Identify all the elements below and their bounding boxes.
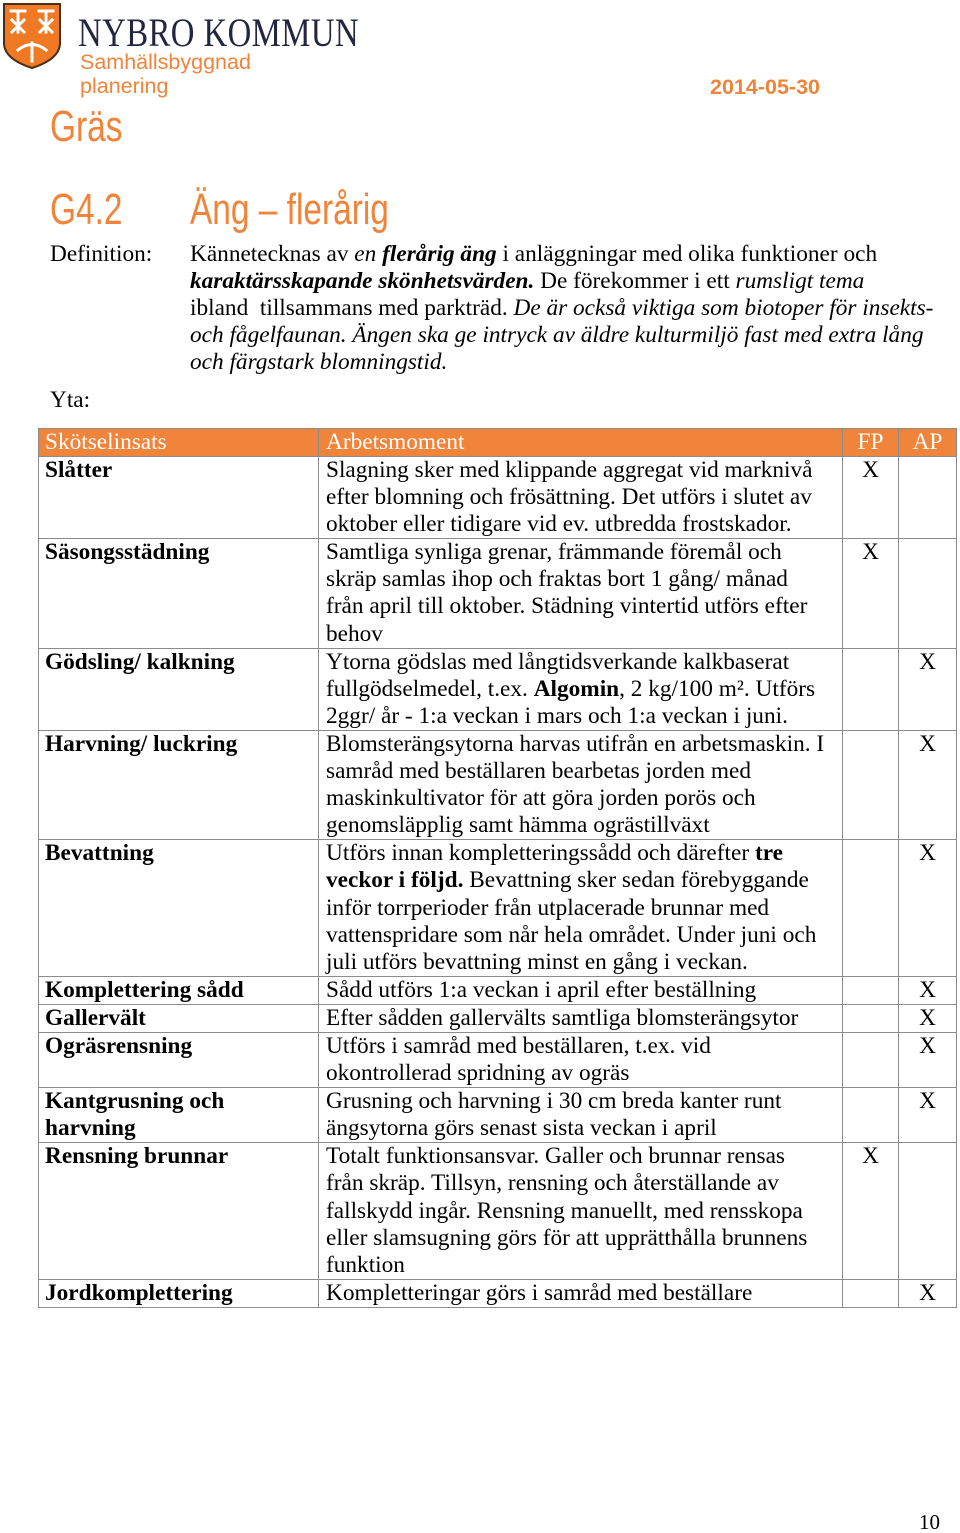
italic-text: en (354, 241, 383, 267)
description-line: Blomsterängsytorna harvas utifrån en arbetsmaskin. I (326, 730, 825, 757)
area-label: Yta: (50, 387, 91, 413)
definition-line (190, 241, 933, 268)
table-row (39, 730, 957, 839)
section-code: G4.2 (50, 185, 123, 234)
table-row (39, 1032, 957, 1087)
description-line: Ytorna gödslas med långtidsverkande kalkbaserat (326, 648, 790, 675)
category-heading: Gräs (50, 102, 123, 151)
task-name-cell: Rensning brunnar (39, 1143, 319, 1279)
table-row (39, 1143, 957, 1279)
bold-italic-text: karaktärsskapande skönhetsvärden. (190, 268, 535, 294)
bold-text: Algomin (533, 675, 620, 702)
plain-text: De förekommer i ett (534, 268, 736, 294)
description-line: ängsytorna görs senast sista veckan i april (326, 1115, 717, 1142)
plain-text: Kännetecknas av (190, 241, 355, 267)
table-row (39, 1004, 957, 1032)
definition-line (190, 295, 933, 322)
table-row (39, 1088, 957, 1143)
description-line: Kompletteringar görs i samråd med beställare (326, 1279, 753, 1306)
italic-text: och fågelfaunan. Ängen ska ge intryck av äldre kulturmiljö fast med extra lång (190, 322, 924, 348)
table-header (39, 429, 957, 457)
italic-text: och färgstark blomningstid. (190, 349, 448, 375)
bold-text: veckor i följd. (326, 867, 464, 894)
definition-label: Definition: (50, 241, 153, 267)
department-name-line-2: planering (80, 74, 169, 98)
description-line: skräp samlas ihop och fraktas bort 1 gång/ månad (326, 566, 788, 593)
task-description-cell (319, 730, 843, 839)
task-name-cell: Ogräsrensning (39, 1032, 319, 1087)
task-description-cell (319, 1004, 843, 1032)
coat-of-arms-icon (1, 1, 63, 71)
plain-text: , 2 kg/100 m². Utförs (619, 675, 816, 702)
table-row (39, 457, 957, 539)
table-row (39, 539, 957, 648)
fp-mark-cell (843, 840, 899, 976)
description-line (326, 867, 836, 894)
ap-mark-cell: X (899, 1004, 957, 1032)
municipality-name: NYBRO KOMMUN (78, 10, 360, 55)
maintenance-table (38, 428, 957, 1308)
fp-mark-cell (843, 648, 899, 730)
task-name-cell: Kantgrusning och harvning (39, 1088, 319, 1143)
description-line: efter blomning och frösättning. Det utförs i slutet av (326, 484, 812, 511)
italic-text: De är också viktiga som biotoper för insekts- (513, 295, 934, 321)
ap-mark-cell: X (899, 1088, 957, 1143)
definition-line (190, 322, 933, 349)
column-header-task: Skötselinsats (39, 429, 319, 457)
description-line: eller slamsugning görs för att upprätthålla brunnens (326, 1224, 808, 1251)
fp-mark-cell (843, 1279, 899, 1307)
description-line: maskinkultivator för att göra jorden porös och (326, 785, 756, 812)
description-line: behov (326, 620, 383, 647)
table-row (39, 648, 957, 730)
bold-italic-text: flerårig äng (382, 241, 497, 267)
fp-mark-cell (843, 1032, 899, 1087)
ap-mark-cell (899, 1143, 957, 1279)
definition-line (190, 349, 933, 376)
description-line: juli utförs bevattning minst en gång i veckan. (326, 948, 748, 975)
ap-mark-cell: X (899, 1032, 957, 1087)
description-line: från skräp. Tillsyn, rensning och återställande av (326, 1170, 779, 1197)
description-line: Totalt funktionsansvar. Galler och brunnar rensas (326, 1143, 785, 1170)
table-header-row (39, 429, 957, 457)
fp-mark-cell: X (843, 539, 899, 648)
task-description-cell (319, 1088, 843, 1143)
description-line: oktober eller tidigare vid ev. utbredda frostskador. (326, 511, 792, 538)
plain-text: fullgödselmedel, t.ex. (326, 675, 534, 702)
description-line (326, 676, 836, 703)
fp-mark-cell (843, 1088, 899, 1143)
task-name-cell: Slåtter (39, 457, 319, 539)
italic-text: rumsligt tema (735, 268, 865, 294)
description-line: Slagning sker med klippande aggregat vid marknivå (326, 457, 813, 483)
page-number: 10 (919, 1510, 940, 1533)
task-description-cell (319, 457, 843, 539)
description-line: Sådd utförs 1:a veckan i april efter beställning (326, 976, 757, 1003)
task-description-cell (319, 840, 843, 976)
description-line: Grusning och harvning i 30 cm breda kanter runt (326, 1088, 782, 1115)
task-name-cell: Harvning/ luckring (39, 730, 319, 839)
task-name-cell: Jordkomplettering (39, 1279, 319, 1307)
task-description-cell (319, 976, 843, 1004)
task-description-cell (319, 1143, 843, 1279)
task-name-cell: Bevattning (39, 840, 319, 976)
fp-mark-cell (843, 730, 899, 839)
department-name-line-1: Samhällsbyggnad (80, 50, 251, 74)
ap-mark-cell (899, 457, 957, 539)
table-row (39, 840, 957, 976)
ap-mark-cell: X (899, 730, 957, 839)
task-description-cell (319, 648, 843, 730)
column-header-fp: FP (843, 429, 899, 457)
task-description-cell (319, 1032, 843, 1087)
description-line: från april till oktober. Städning vintertid utförs efter (326, 593, 808, 620)
definition-text (190, 241, 933, 376)
task-description-cell (319, 1279, 843, 1307)
plain-text: i anläggningar med olika funktioner och (496, 241, 878, 267)
column-header-ap: AP (899, 429, 957, 457)
plain-text: Utförs innan kompletteringssådd och därefter (326, 840, 755, 867)
task-name-cell: Säsongsstädning (39, 539, 319, 648)
description-line: fallskydd ingår. Rensning manuellt, med rensskopa (326, 1197, 803, 1224)
table-row (39, 1279, 957, 1307)
description-line: Utförs i samråd med beställaren, t.ex. vid (326, 1032, 711, 1059)
task-name-cell: Komplettering sådd (39, 976, 319, 1004)
fp-mark-cell: X (843, 1143, 899, 1279)
description-line: samråd med beställaren bearbetas jorden med (326, 758, 751, 785)
description-line: inför torrperioder från utplacerade brunnar med (326, 894, 770, 921)
document-date: 2014-05-30 (710, 75, 820, 99)
ap-mark-cell: X (899, 648, 957, 730)
description-line: Efter sådden gallervälts samtliga blomsterängsytor (326, 1004, 799, 1031)
section-title: Äng – flerårig (190, 185, 389, 234)
ap-mark-cell: X (899, 840, 957, 976)
ap-mark-cell: X (899, 976, 957, 1004)
fp-mark-cell (843, 976, 899, 1004)
description-line: 2ggr/ år - 1:a veckan i mars och 1:a veckan i juni. (326, 702, 788, 729)
description-line: genomsläpplig samt hämma ogrästillväxt (326, 812, 710, 839)
fp-mark-cell (843, 1004, 899, 1032)
description-line: Samtliga synliga grenar, främmande föremål och (326, 539, 782, 566)
ap-mark-cell (899, 539, 957, 648)
task-name-cell: Gödsling/ kalkning (39, 648, 319, 730)
column-header-work: Arbetsmoment (319, 429, 843, 457)
bold-text: tre (754, 840, 783, 867)
description-line: okontrollerad spridning av ogräs (326, 1060, 630, 1087)
task-description-cell (319, 539, 843, 648)
description-line (326, 840, 836, 867)
task-name-cell: Gallervält (39, 1004, 319, 1032)
table-row (39, 976, 957, 1004)
description-line: vattenspridare som når hela området. Under juni och (326, 921, 817, 948)
definition-line (190, 268, 933, 295)
fp-mark-cell: X (843, 457, 899, 539)
ap-mark-cell: X (899, 1279, 957, 1307)
description-line: funktion (326, 1251, 405, 1278)
plain-text: Bevattning sker sedan förebyggande (463, 867, 809, 894)
plain-text: ibland tillsammans med parkträd. (190, 295, 514, 321)
table-body (39, 457, 957, 1308)
